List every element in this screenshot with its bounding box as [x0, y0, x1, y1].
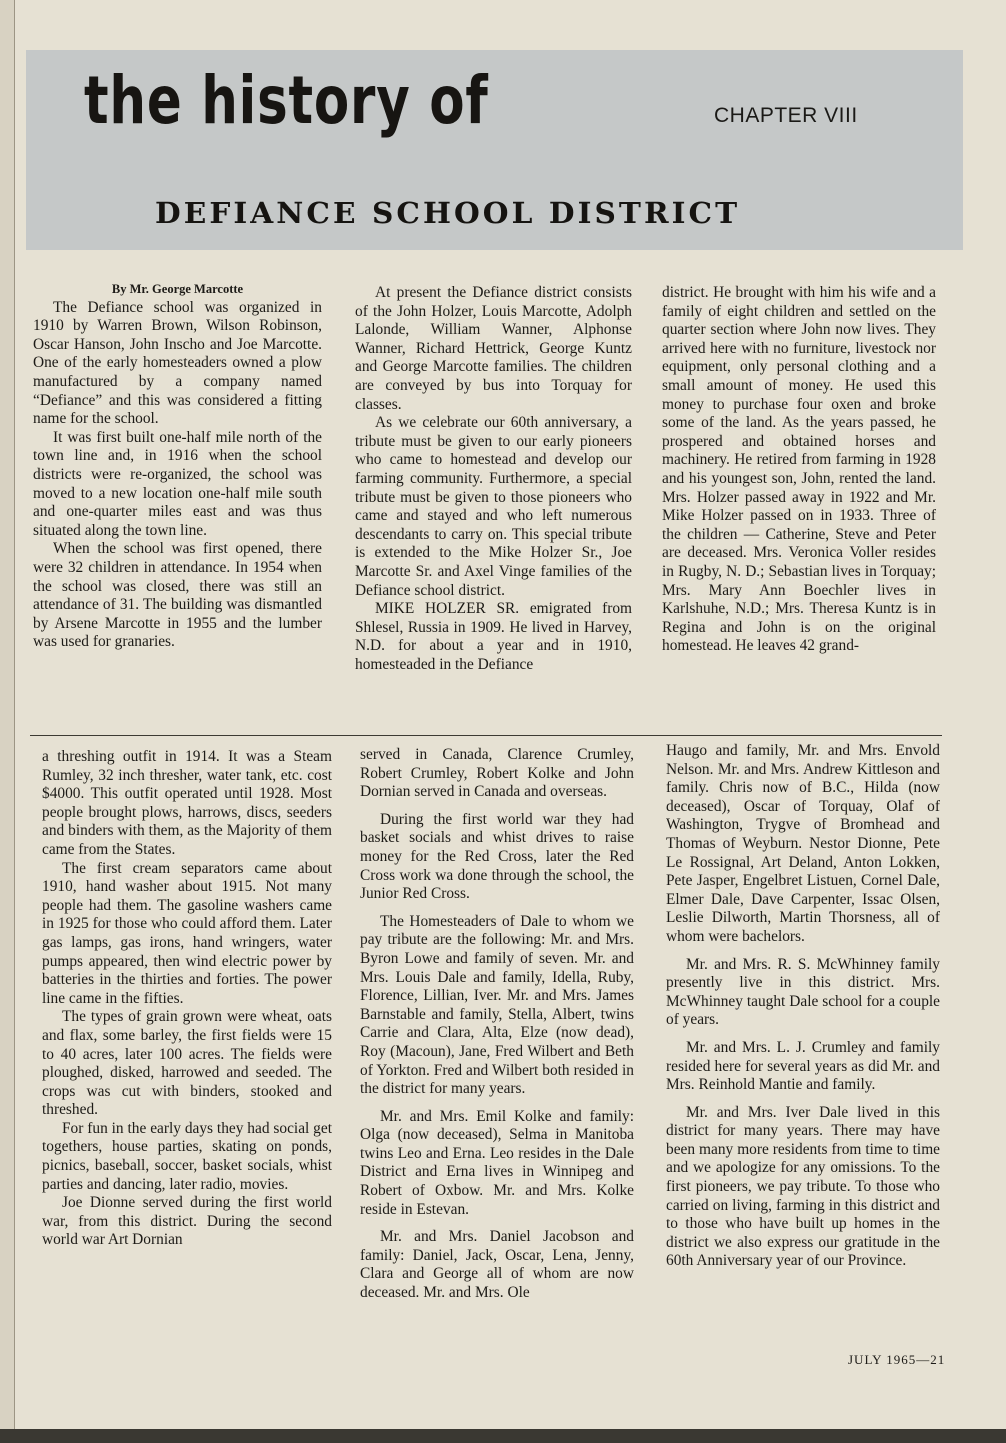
paragraph: The types of grain grown were wheat, oats and flax, some barley, the first fields were 15 to 40 acres, later 100 acres. The fields were ploughed, disked, harrowed and seeded. The crops was cut with binders, stooked and threshed. [42, 1008, 332, 1119]
paragraph: Mr. and Mrs. R. S. McWhinney family presently live in this district. Mrs. McWhinney taught Dale school for a couple of years. [666, 955, 940, 1029]
bottom-column-2 [360, 746, 634, 1312]
paragraph: For fun in the early days they had social get togethers, house parties, skating on ponds, picnics, baseball, soccer, basket socials, whist parties and dancing, later radio, movies. [42, 1119, 332, 1193]
section-divider [30, 735, 942, 736]
paragraph: Haugo and family, Mr. and Mrs. Envold Nelson. Mr. and Mrs. Andrew Kittleson and family. Chris now of B.C., Hilda (now deceased), Oscar of Torquay, Olaf of Washington, Trygve of Bromhead and Thomas of Weyburn. Nestor Dionne, Pete Le Rossignal, Art Deland, Anton Lokken, Pete Jasper, Engelbret Listuen, Cornel Dale, Elmer Dale, Dave Carpenter, Issac Olsen, Leslie Dilworth, Martin Thorsness, all of whom were bachelors. [666, 742, 940, 945]
top-column-3 [662, 284, 936, 656]
top-column-1 [33, 280, 322, 652]
page-footer: JULY 1965—21 [848, 1352, 946, 1367]
top-column-2 [355, 284, 632, 674]
page-title: DEFIANCE SCHOOL DISTRICT [155, 196, 741, 230]
bottom-shadow [0, 1429, 1006, 1443]
paragraph: district. He brought with him his wife and a family of eight children and settled on the quarter section where John now lives. They arrived here with no furniture, livestock nor equipment, only personal clothing and a small amount of money. He used this money to purchase four oxen and broke some of the land. As the years passed, he prospered and obtained horses and machinery. He retired from farming in 1928 and his youngest son, John, rented the land. Mrs. Holzer passed away in 1922 and Mr. Mike Holzer passed on in 1933. Three of the children — Catherine, Steve and Peter are deceased. Mrs. Veronica Voller resides in Rugby, N. D.; Sebastian lives in Torquay; Mrs. Mary Ann Boechler lives in Karlshuhe, N.D.; Mrs. Theresa Kuntz is in Regina and John is on the original homestead. He leaves 42 grand- [662, 284, 936, 655]
paragraph: It was first built one-half mile north of the town line and, in 1916 when the school districts were re-organized, the school was moved to a new location one-half mile south and one-quarter miles east and was thus situated along the town line. [33, 428, 322, 539]
paragraph: Joe Dionne served during the first world war, from this district. During the second world war Art Dornian [42, 1194, 332, 1249]
paragraph: Mr. and Mrs. Iver Dale lived in this district for many years. There may have been many more residents from time to time and we apologize for any omissions. To the first pioneers, we pay tribute. To those who carried on living, farming in this district and to those who have built up homes in the district we also express our gratitude in the 60th Anniversary year of our Province. [666, 1103, 940, 1270]
byline: By Mr. George Marcotte [111, 282, 244, 296]
paragraph: MIKE HOLZER SR. emigrated from Shlesel, Russia in 1909. He lived in Harvey, N.D. for about a year and in 1910, homesteaded in the Defiance [355, 600, 632, 673]
paragraph: The Homesteaders of Dale to whom we pay tribute are the following: Mr. and Mrs. Byron Lowe and family of seven. Mr. and Mrs. Louis Dale and family, Idella, Ruby, Florence, Lillian, Iver. Mr. and Mrs. James Barnstable and family, Stella, Albert, twins Carrie and Clara, Alta, Elze (now dead), Roy (Macoun), Jane, Fred Wilbert and Beth of Yorkton. Fred and Wilbert both resided in the district for many years. [360, 912, 634, 1098]
paragraph: Mr. and Mrs. Emil Kolke and family: Olga (now deceased), Selma in Manitoba twins Leo and Erna. Leo resides in the Dale District and Erna lives in Winnipeg and Robert of Oxbow. Mr. and Mrs. Kolke reside in Estevan. [360, 1107, 634, 1218]
paragraph: At present the Defiance district consists of the John Holzer, Louis Marcotte, Adolph Lalonde, William Wanner, Alphonse Wanner, Richard Hettrick, George Kuntz and George Marcotte families. The children are conveyed by bus into Torquay for classes. [355, 284, 632, 413]
paragraph: As we celebrate our 60th anniversary, a tribute must be given to our early pioneers who came to homestead and develop our farming community. Furthermore, a special tribute must be given to those pioneers who came and stayed and who left numerous descendants to carry on. This special tribute is extended to the Mike Holzer Sr., Joe Marcotte Sr. and Axel Vinge families of the Defiance school district. [355, 414, 632, 599]
bottom-column-1 [42, 748, 332, 1250]
paragraph: served in Canada, Clarence Crumley, Robert Crumley, Robert Kolke and John Dornian served in Canada and overseas. [360, 746, 634, 801]
paragraph: During the first world war they had basket socials and whist drives to raise money for the Red Cross, later the Red Cross work wa done through the school, the Junior Red Cross. [360, 810, 634, 903]
previous-page-edge [0, 0, 15, 1443]
paragraph: When the school was first opened, there were 32 children in attendance. In 1954 when the school was closed, there was still an attendance of 31. The building was dismantled by Arsene Marcotte in 1955 and the lumber was used for granaries. [33, 540, 322, 651]
paragraph: a threshing outfit in 1914. It was a Steam Rumley, 32 inch thresher, water tank, etc. cost $4000. This outfit operated until 1928. Most people brought plows, harrows, discs, seeders and binders with them, as the Majority of them came from the States. [42, 748, 332, 858]
paragraph: The Defiance school was organized in 1910 by Warren Brown, Wilson Robinson, Oscar Hanson, John Inscho and Joe Marcotte. One of the early homesteaders owned a plow manufactured by a company named “Defiance” and this was considered a fitting name for the school. [33, 298, 322, 428]
chapter-label: CHAPTER VIII [714, 104, 858, 127]
paragraph: Mr. and Mrs. Daniel Jacobson and family: Daniel, Jack, Oscar, Lena, Jenny, Clara and George all of whom are now deceased. Mr. and Mrs. Ole [360, 1228, 634, 1302]
title-top: the history of [84, 62, 489, 139]
bottom-column-3 [666, 742, 940, 1280]
paragraph: The first cream separators came about 1910, hand washer about 1915. Not many people had them. The gasoline washers came in 1925 for those who could afford them. Later gas lamps, gas irons, hand wringers, water pumps appeared, then wind electric power by batteries in the thirties and forties. The power line came in the fifties. [42, 859, 332, 1007]
paragraph: Mr. and Mrs. L. J. Crumley and family resided here for several years as did Mr. and Mrs. Reinhold Mantie and family. [666, 1038, 940, 1094]
